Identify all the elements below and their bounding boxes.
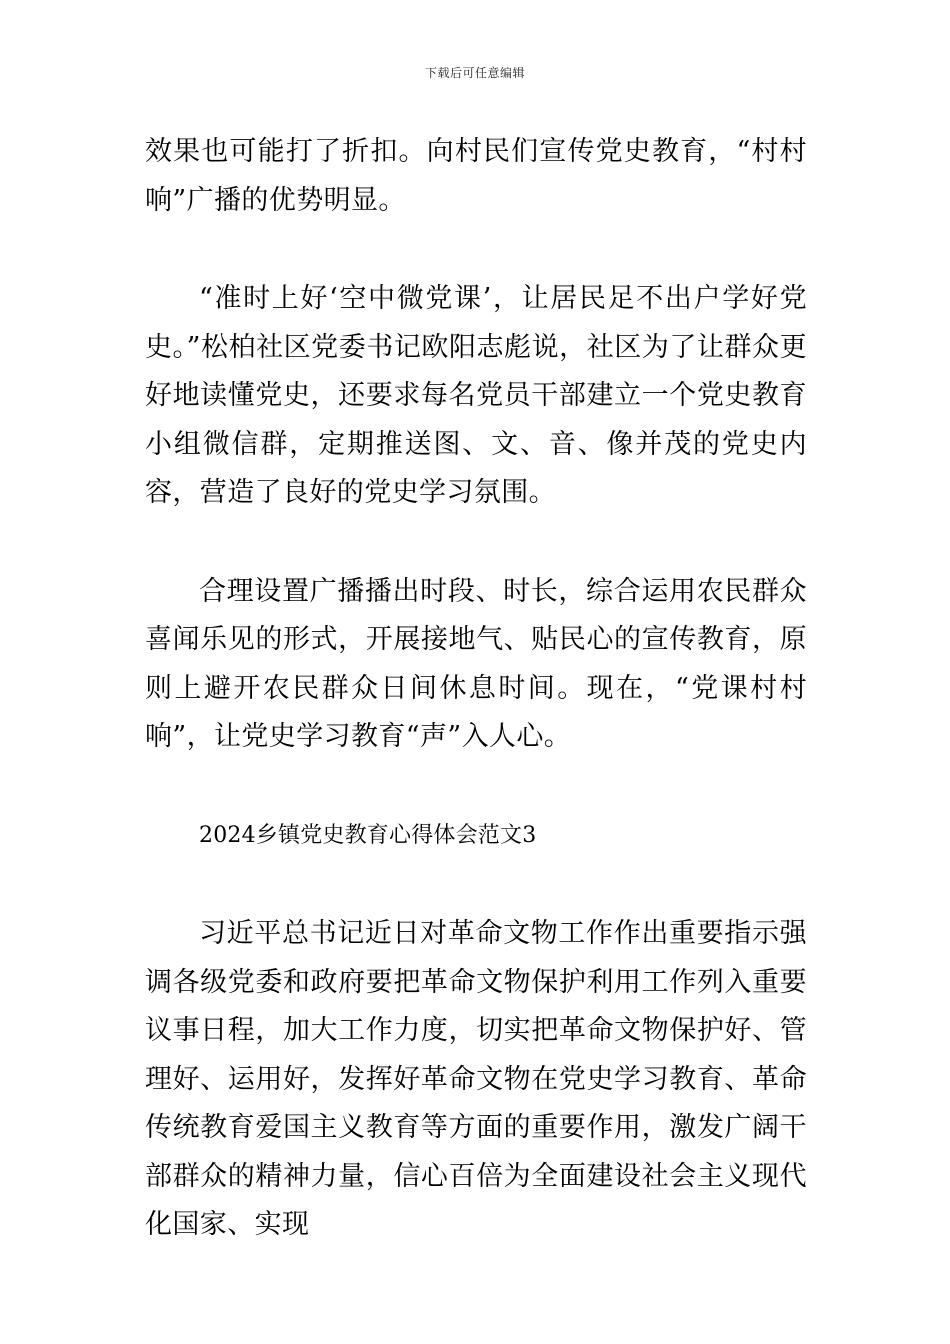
paragraph-broadcast-schedule: 合理设置广播播出时段、时长，综合运用农民群众喜闻乐见的形式，开展接地气、贴民心的宣传教育，原则上避开农民群众日间休息时间。现在，“党课村村响”，让党史学习教育“声”入人心。 [145,575,807,752]
section-heading: 2024乡镇党史教育心得体会范文3 [199,822,537,848]
paragraph-community-quote: “准时上好‘空中微党课’，让居民足不出户学好党史。”松柏社区党委书记欧阳志彪说，社区为了让群众更好地读懂党史，还要求每名党员干部建立一个党史教育小组微信群，定期推送图、文、音、像并茂的党史内容，营造了良好的党史学习氛围。 [145,283,807,508]
paragraph-gap [145,518,807,568]
paragraph-revolutionary-relics: 习近平总书记近日对革命文物工作作出重要指示强调各级党委和政府要把革命文物保护利用工作列入重要议事日程，加大工作力度，切实把革命文物保护好、管理好、运用好，发挥好革命文物在党史学习教育、革命传统教育爱国主义教育等方面的重要作用，激发广阔干部群众的精神力量，信心百倍为全面建设社会主义现代化国家、实现 [145,918,807,1240]
document-body [145,128,807,1250]
paragraph-continuation: 效果也可能打了折扣。向村民们宣传党史教育，“村村响”广播的优势明显。 [145,136,807,216]
header-note: 下载后可任意编辑 [424,66,525,80]
paragraph-gap [145,225,807,275]
paragraph-gap [145,762,807,812]
paragraph-gap [145,860,807,910]
